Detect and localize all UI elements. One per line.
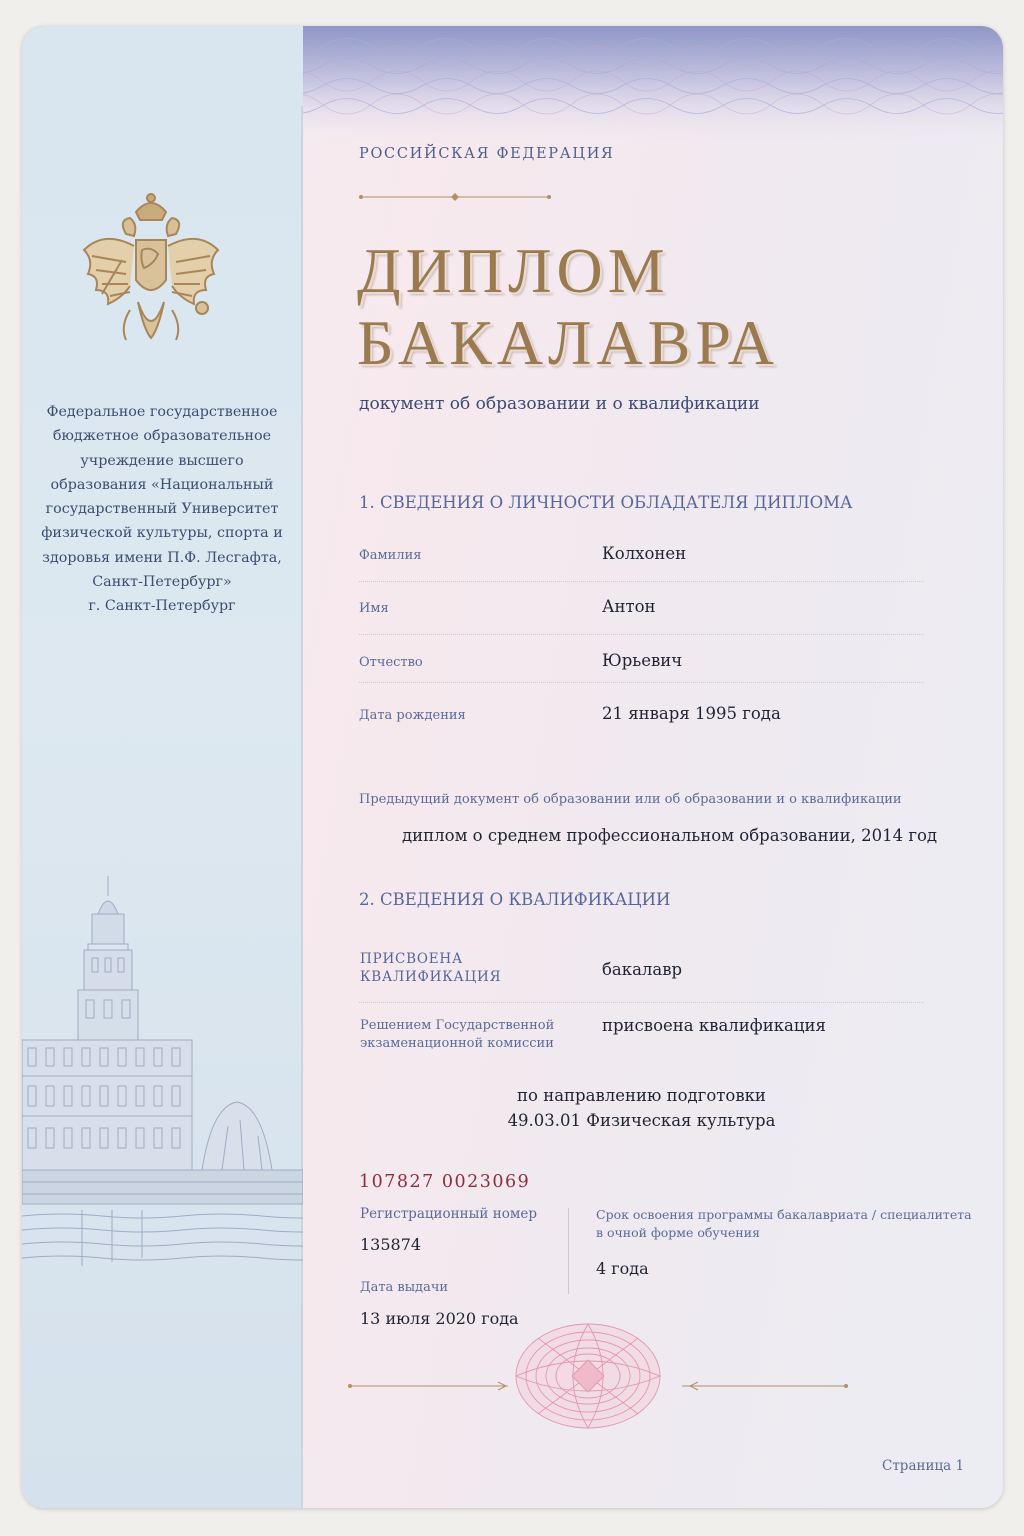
patronymic-label: Отчество xyxy=(359,655,423,670)
commission-value: присвоена квалификация xyxy=(602,1016,826,1035)
kunstkamera-illustration xyxy=(22,866,303,1286)
issuer-line: образования «Национальный xyxy=(50,476,274,493)
firstname-label: Имя xyxy=(359,601,389,616)
serial-number: 107827 0023069 xyxy=(359,1172,531,1192)
patronymic-value: Юрьевич xyxy=(602,651,683,670)
firstname-value: Антон xyxy=(602,597,656,616)
issue-date-value: 13 июля 2020 года xyxy=(360,1309,519,1328)
qualification-label-line: КВАЛИФИКАЦИЯ xyxy=(360,969,502,985)
security-rosette xyxy=(508,1316,668,1436)
ornament-divider xyxy=(359,192,551,202)
issuer-line: учреждение высшего xyxy=(80,452,244,469)
registration-label: Регистрационный номер xyxy=(360,1206,537,1222)
commission-label-line: экзаменационной комиссии xyxy=(360,1036,554,1051)
document-subtitle: документ об образовании и о квалификации xyxy=(359,394,760,414)
title-bachelor: БАКАЛАВРА xyxy=(357,307,779,378)
previous-document-label: Предыдущий документ об образовании или об образовании и о квалификации xyxy=(359,792,902,807)
issue-date-label: Дата выдачи xyxy=(360,1280,449,1295)
issuer-line: государственный Университет xyxy=(45,501,279,518)
field-separator xyxy=(359,1002,924,1003)
previous-document-value: диплом о среднем профессиональном образовании, 2014 год xyxy=(402,826,938,845)
diploma-page xyxy=(22,26,1003,1508)
birthdate-value: 21 января 1995 года xyxy=(602,704,781,723)
panel-divider xyxy=(301,106,303,1508)
coat-of-arms-emblem xyxy=(74,190,229,362)
commission-label-line: Решением Государственной xyxy=(360,1018,555,1033)
registration-value: 135874 xyxy=(360,1235,422,1254)
issuer-line: Санкт-Петербург» xyxy=(92,574,232,591)
issuer-line: Федеральное государственное xyxy=(46,404,278,420)
surname-label: Фамилия xyxy=(359,548,422,563)
direction-line: по направлению подготовки xyxy=(517,1086,766,1105)
page-number: Страница 1 xyxy=(882,1458,965,1474)
issuer-line: физической культуры, спорта и xyxy=(41,525,283,542)
issuer-line: здоровья имени П.Ф. Лесгафта, xyxy=(42,549,282,566)
field-separator xyxy=(359,682,924,683)
qualification-label xyxy=(360,950,501,986)
country-header: РОССИЙСКАЯ ФЕДЕРАЦИЯ xyxy=(359,146,615,162)
section2-heading: 2. СВЕДЕНИЯ О КВАЛИФИКАЦИИ xyxy=(359,890,671,909)
issuer-line: бюджетное образовательное xyxy=(52,428,272,445)
direction-line: 49.03.01 Физическая культура xyxy=(507,1111,776,1130)
footer-divider xyxy=(568,1208,569,1294)
training-direction xyxy=(359,1083,924,1133)
section1-heading: 1. СВЕДЕНИЯ О ЛИЧНОСТИ ОБЛАДАТЕЛЯ ДИПЛОМА xyxy=(359,493,853,512)
issuer-institution xyxy=(36,400,288,619)
qualification-value: бакалавр xyxy=(602,960,683,979)
birthdate-label: Дата рождения xyxy=(359,708,466,723)
field-separator xyxy=(359,581,924,582)
issuer-line: г. Санкт-Петербург xyxy=(88,598,236,615)
title-diploma: ДИПЛОМ xyxy=(357,235,670,306)
commission-label xyxy=(360,1017,554,1053)
duration-label: Срок освоения программы бакалавриата / специалитета в очной форме обучения xyxy=(596,1207,972,1240)
surname-value: Колхонен xyxy=(602,544,687,563)
field-separator xyxy=(359,634,924,635)
qualification-label-line: ПРИСВОЕНА xyxy=(360,951,463,967)
duration-value: 4 года xyxy=(596,1259,649,1278)
